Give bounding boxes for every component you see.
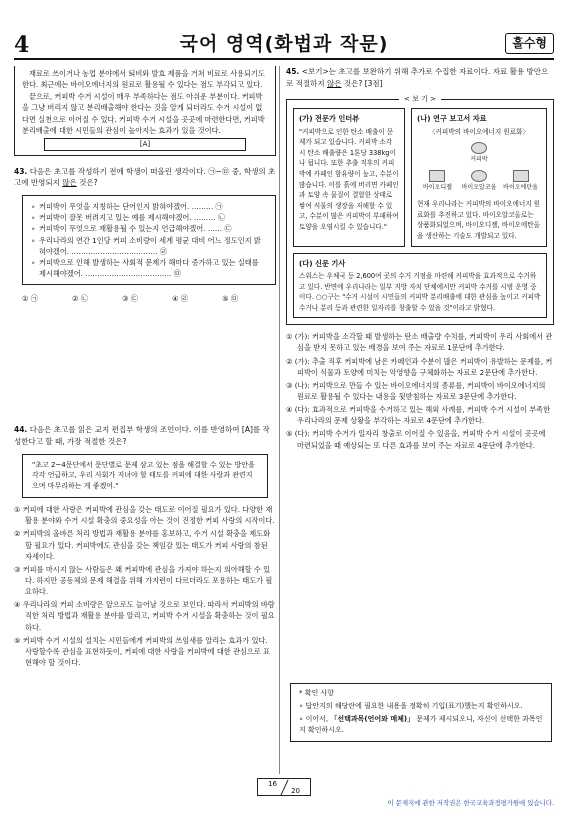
answer-choices xyxy=(14,293,276,304)
page-slash xyxy=(280,780,288,796)
card-title: (가) 전문가 인터뷰 xyxy=(299,114,360,124)
card-text: "커피박으로 인한 탄소 배출이 문제가 되고 있습니다. 커피박 소각 시 탄소 배출량은 1톤당 338kg이나 됩니다. 또한 추출 직후의 커피박에 카페인 함유량이 높고, 수분이 많습니다. 이를 흙에 버리면 카페인과 토양 속 물질이 결합한 상태로 쌓여 식물의 생장을 저해할 수 있고, 수분이 많은 커피박이 부패하여 토양을 오염시킬 수 있습니다." xyxy=(299,127,399,231)
option-4[interactable]: ④ 우리나라의 커피 소비량은 앞으로도 늘어날 것으로 보인다. 따라서 커피박의 바람직한 처리 방법과 재활용 분야를 알리고, 커피박 수거 시설을 확충하는 것이 필요하다. xyxy=(14,600,275,632)
question-44 xyxy=(14,424,276,668)
answer-options xyxy=(286,331,554,451)
list-item: ∘ 커피박이 잘못 버려지고 있는 예를 제시해야겠어. ……… ㉡ xyxy=(31,212,267,223)
stem-text: 것은? xyxy=(76,178,98,188)
question-stem xyxy=(14,166,276,189)
card-title: (나) 연구 보고서 자료 xyxy=(417,114,487,124)
card-text: 스위스는 우체국 등 2,600여 곳의 수거 거점을 마련해 커피박을 효과적으로 수거하고 있다. 반면에 우리나라는 일부 지방 자치 단체에서만 커피박 수거를 시범 운영 중이다. ○○구는 "수거 시설이 시민들의 커피박 분리배출에 대한 관심을 높이고 커피박 수거나 분리 등과 관련한 일자리를 창출할 수 있을 것"이라고 밝혔다. xyxy=(299,272,541,312)
stem-underline: 않은 xyxy=(62,178,77,188)
card-text: 현재 우리나라는 커피박의 바이오에너지 원료화를 추진하고 있다. 바이오알코올로는 상품화되었으며, 바이오디젤, 바이오에탄올을 생산하는 기술도 개발되고 있다. xyxy=(417,200,541,240)
notice-text: ∘ 이어서, xyxy=(299,714,331,723)
choice-3[interactable]: ③ ㉢ xyxy=(122,294,138,304)
option-1[interactable]: ① 커피에 대한 사랑은 커피박에 관심을 갖는 태도로 이어질 필요가 있다. 다양한 재활용 분야와 수거 시설 확충의 중요성을 아는 것이 진정한 커피 사랑의 시작이다. xyxy=(14,505,275,526)
list-item: ∘ 우리나라의 연간 1인당 커피 소비량이 세계 평균 대비 어느 정도인지 밝혀야겠어. ……………………………… ㉣ xyxy=(31,235,267,257)
right-column xyxy=(286,66,554,453)
choice-2[interactable]: ② ㉡ xyxy=(72,294,88,304)
passage-tag-a: [A] xyxy=(44,138,246,151)
question-43 xyxy=(14,166,276,305)
option-1[interactable]: ① (가): 커피박을 소각할 때 발생하는 탄소 배출량 수치를, 커피박이 우리 사회에서 관심을 받지 못하고 있는 배경을 보여 주는 자료로 1문단에 추가한다. xyxy=(286,332,553,353)
diagram-node-ethanol xyxy=(500,170,541,193)
material-card-b xyxy=(411,108,547,246)
form-type-badge: 홀수형 xyxy=(505,33,554,54)
question-number: 45. xyxy=(286,67,300,76)
choice-4[interactable]: ④ ㉣ xyxy=(172,294,188,304)
diagram-node-alcohol xyxy=(459,170,500,193)
passage-paragraph: 끝으로, 커피박 수거 시설이 매우 부족하다는 점도 아쉬운 부분이다. 커피박을 그냥 버리지 않고 분리배출해야 한다는 것을 알게 되더라도 수거 시설이 없다면 실천으로 이어질 수 있다. 커피박 수거 시설을 곳곳에 마련한다면, 커피박 분리배출에 대한 시민들의 관심이 높아지는 효과가 있을 것이다. xyxy=(22,92,265,135)
stem-text: 다음은 초고를 읽은 교지 편집부 학생의 조언이다. 이를 반영하여 [A]를 작성한다고 할 때, 가장 적절한 것은? xyxy=(14,425,270,446)
list-item: ∘ 커피박이 무엇으로 재활용될 수 있는지 언급해야겠어. …… ㉢ xyxy=(31,223,267,234)
diagram-node-diesel xyxy=(417,170,458,193)
card-title: (다) 신문 기사 xyxy=(299,258,346,268)
notice-title: * 확인 사항 xyxy=(299,689,334,697)
page-title: 국어 영역(화법과 작문) xyxy=(179,33,389,55)
stem-text: <보기>는 초고를 보완하기 위해 추가로 수집한 자료이다. 자료 활용 방안으로 적절하지 xyxy=(286,67,549,88)
option-4[interactable]: ④ (다): 효과적으로 커피박을 수거하고 있는 해외 사례를, 커피박 수거 시설이 부족한 우리나라의 문제 상황을 부각하는 자료로 4문단에 추가한다. xyxy=(286,405,551,426)
option-3[interactable]: ③ 커피를 마시지 않는 사람들은 왜 커피박에 관심을 가져야 하는지 의아해할 수 있다. 하지만 공동체의 문제 해결을 위해 가지런이 다르더라도 포용하는 태도가 필요하다. xyxy=(14,564,273,597)
option-5[interactable]: ⑤ 커피박 수거 시설의 설치는 시민들에게 커피박의 쓰임새를 알리는 효과가 있다. 사랑할수록 관심을 표현하듯이, 커피에 대한 사랑을 커피박에 대한 관심으로 표현해야 할 것이다. xyxy=(14,635,271,668)
notice-item: ∘ 답안지의 해당란에 필요한 내용을 정확히 기입(표기)했는지 확인하시오. xyxy=(299,701,523,710)
passage-paragraph: 재료로 쓰이거나 농업 분야에서 퇴비와 발효 제품을 거쳐 비료로 사용되기도 한다. 최근에는 바이오에너지의 원료로 활용될 수 있다는 점도 부각되고 있다. xyxy=(22,69,265,90)
passage-box xyxy=(14,66,276,156)
node-label: 바이오디젤 xyxy=(422,184,452,192)
choice-1[interactable]: ① ㉠ xyxy=(22,294,38,304)
node-label: 바이오알코올 xyxy=(461,184,497,192)
page-number: 4 xyxy=(14,32,30,58)
bogi-top-row xyxy=(293,108,547,246)
total-pages: 20 xyxy=(291,787,300,795)
question-45 xyxy=(286,66,554,451)
notice-item xyxy=(299,714,543,736)
bogi-box xyxy=(286,95,554,325)
energy-diagram xyxy=(417,139,541,195)
page-count-box xyxy=(257,778,311,796)
barrel-icon xyxy=(429,170,445,182)
option-2[interactable]: ② (가): 추출 직후 커피박에 남은 카페인과 수분이 많은 커피박이 유발하는 문제를, 커피박이 식물과 토양에 미치는 악영향을 구체화하는 자료로 2문단에 추가한다. xyxy=(286,356,553,377)
stem-text: 것은? [3점] xyxy=(341,78,383,88)
advice-quote-box: "초고 2~4문단에서 문단별로 문제 삼고 있는 점을 해결할 수 있는 방안을 각각 언급하고, 우리 사회가 지녀야 할 태도를 커피에 대한 사랑과 관련지으며 마무리하는 게 좋겠어." xyxy=(22,454,268,499)
left-column xyxy=(14,66,276,670)
question-stem xyxy=(286,66,554,89)
thought-list-box xyxy=(22,195,276,285)
notice-text: 문제가 제시되오니, 자신이 선택한 과목인지 확인하시오. xyxy=(299,714,543,734)
coffee-grounds-icon xyxy=(471,142,487,154)
option-5[interactable]: ⑤ (다): 커피박 수거가 일자리 창출로 이어질 수 있음을, 커피박 수거 시설이 곳곳에 마련되었을 때 예상되는 또 다른 효과를 보여 주는 자료로 4문단에 추가한다. xyxy=(286,429,546,450)
pellet-icon xyxy=(471,170,487,182)
question-stem xyxy=(14,424,276,447)
node-label: 커피박 xyxy=(470,156,488,164)
material-card-a xyxy=(293,108,405,246)
material-card-c xyxy=(293,253,547,319)
stem-underline: 않은 xyxy=(327,78,342,88)
copyright-notice: 이 문제지에 관한 저작권은 한국교육과정평가원에 있습니다. xyxy=(387,799,554,807)
factory-icon xyxy=(513,170,529,182)
stem-text: 다음은 초고를 작성하기 전에 학생이 떠올린 생각이다. ㉠~㉤ 중, 학생의 초고에 반영되지 xyxy=(14,166,276,188)
option-3[interactable]: ③ (나): 커피박으로 만들 수 있는 바이오에너지의 종류를, 커피박이 바이오에너지의 원료로 활용될 수 있다는 내용을 뒷받침하는 자료로 3문단에 추가한다. xyxy=(286,380,546,401)
question-number: 44. xyxy=(14,425,28,435)
bogi-label: < 보 기 > xyxy=(399,94,441,105)
list-item: ∘ 커피박으로 인해 발생하는 사회적 문제가 해마다 증가하고 있는 실태를 제시해야겠어. ……………………………… ㉤ xyxy=(31,257,267,279)
answer-options xyxy=(14,504,276,668)
node-label: 바이오에탄올 xyxy=(503,184,538,192)
column-divider xyxy=(279,66,280,774)
list-item: ∘ 커피박이 무엇을 지칭하는 단어인지 밝혀야겠어. ……… ㉠ xyxy=(31,201,267,212)
question-number: 43. xyxy=(14,166,28,176)
option-2[interactable]: ② 커피박의 올바른 처리 방법과 재활용 분야를 홍보하고, 수거 시설 확충을 제도화할 필요가 있다. 커피박에도 관심을 갖는 책임감 있는 태도가 커피 사랑의 참된 자세이다. xyxy=(14,529,271,561)
diagram-node-coffee xyxy=(417,142,541,165)
card-subtitle: 〈커피박의 바이오에너지 원료화〉 xyxy=(428,127,530,136)
notice-emphasis: 「선택과목(언어와 매체)」 xyxy=(330,714,415,723)
notice-box xyxy=(290,683,552,742)
choice-5[interactable]: ⑤ ㉤ xyxy=(222,294,238,304)
current-page: 16 xyxy=(268,780,277,788)
page-header xyxy=(14,30,554,60)
